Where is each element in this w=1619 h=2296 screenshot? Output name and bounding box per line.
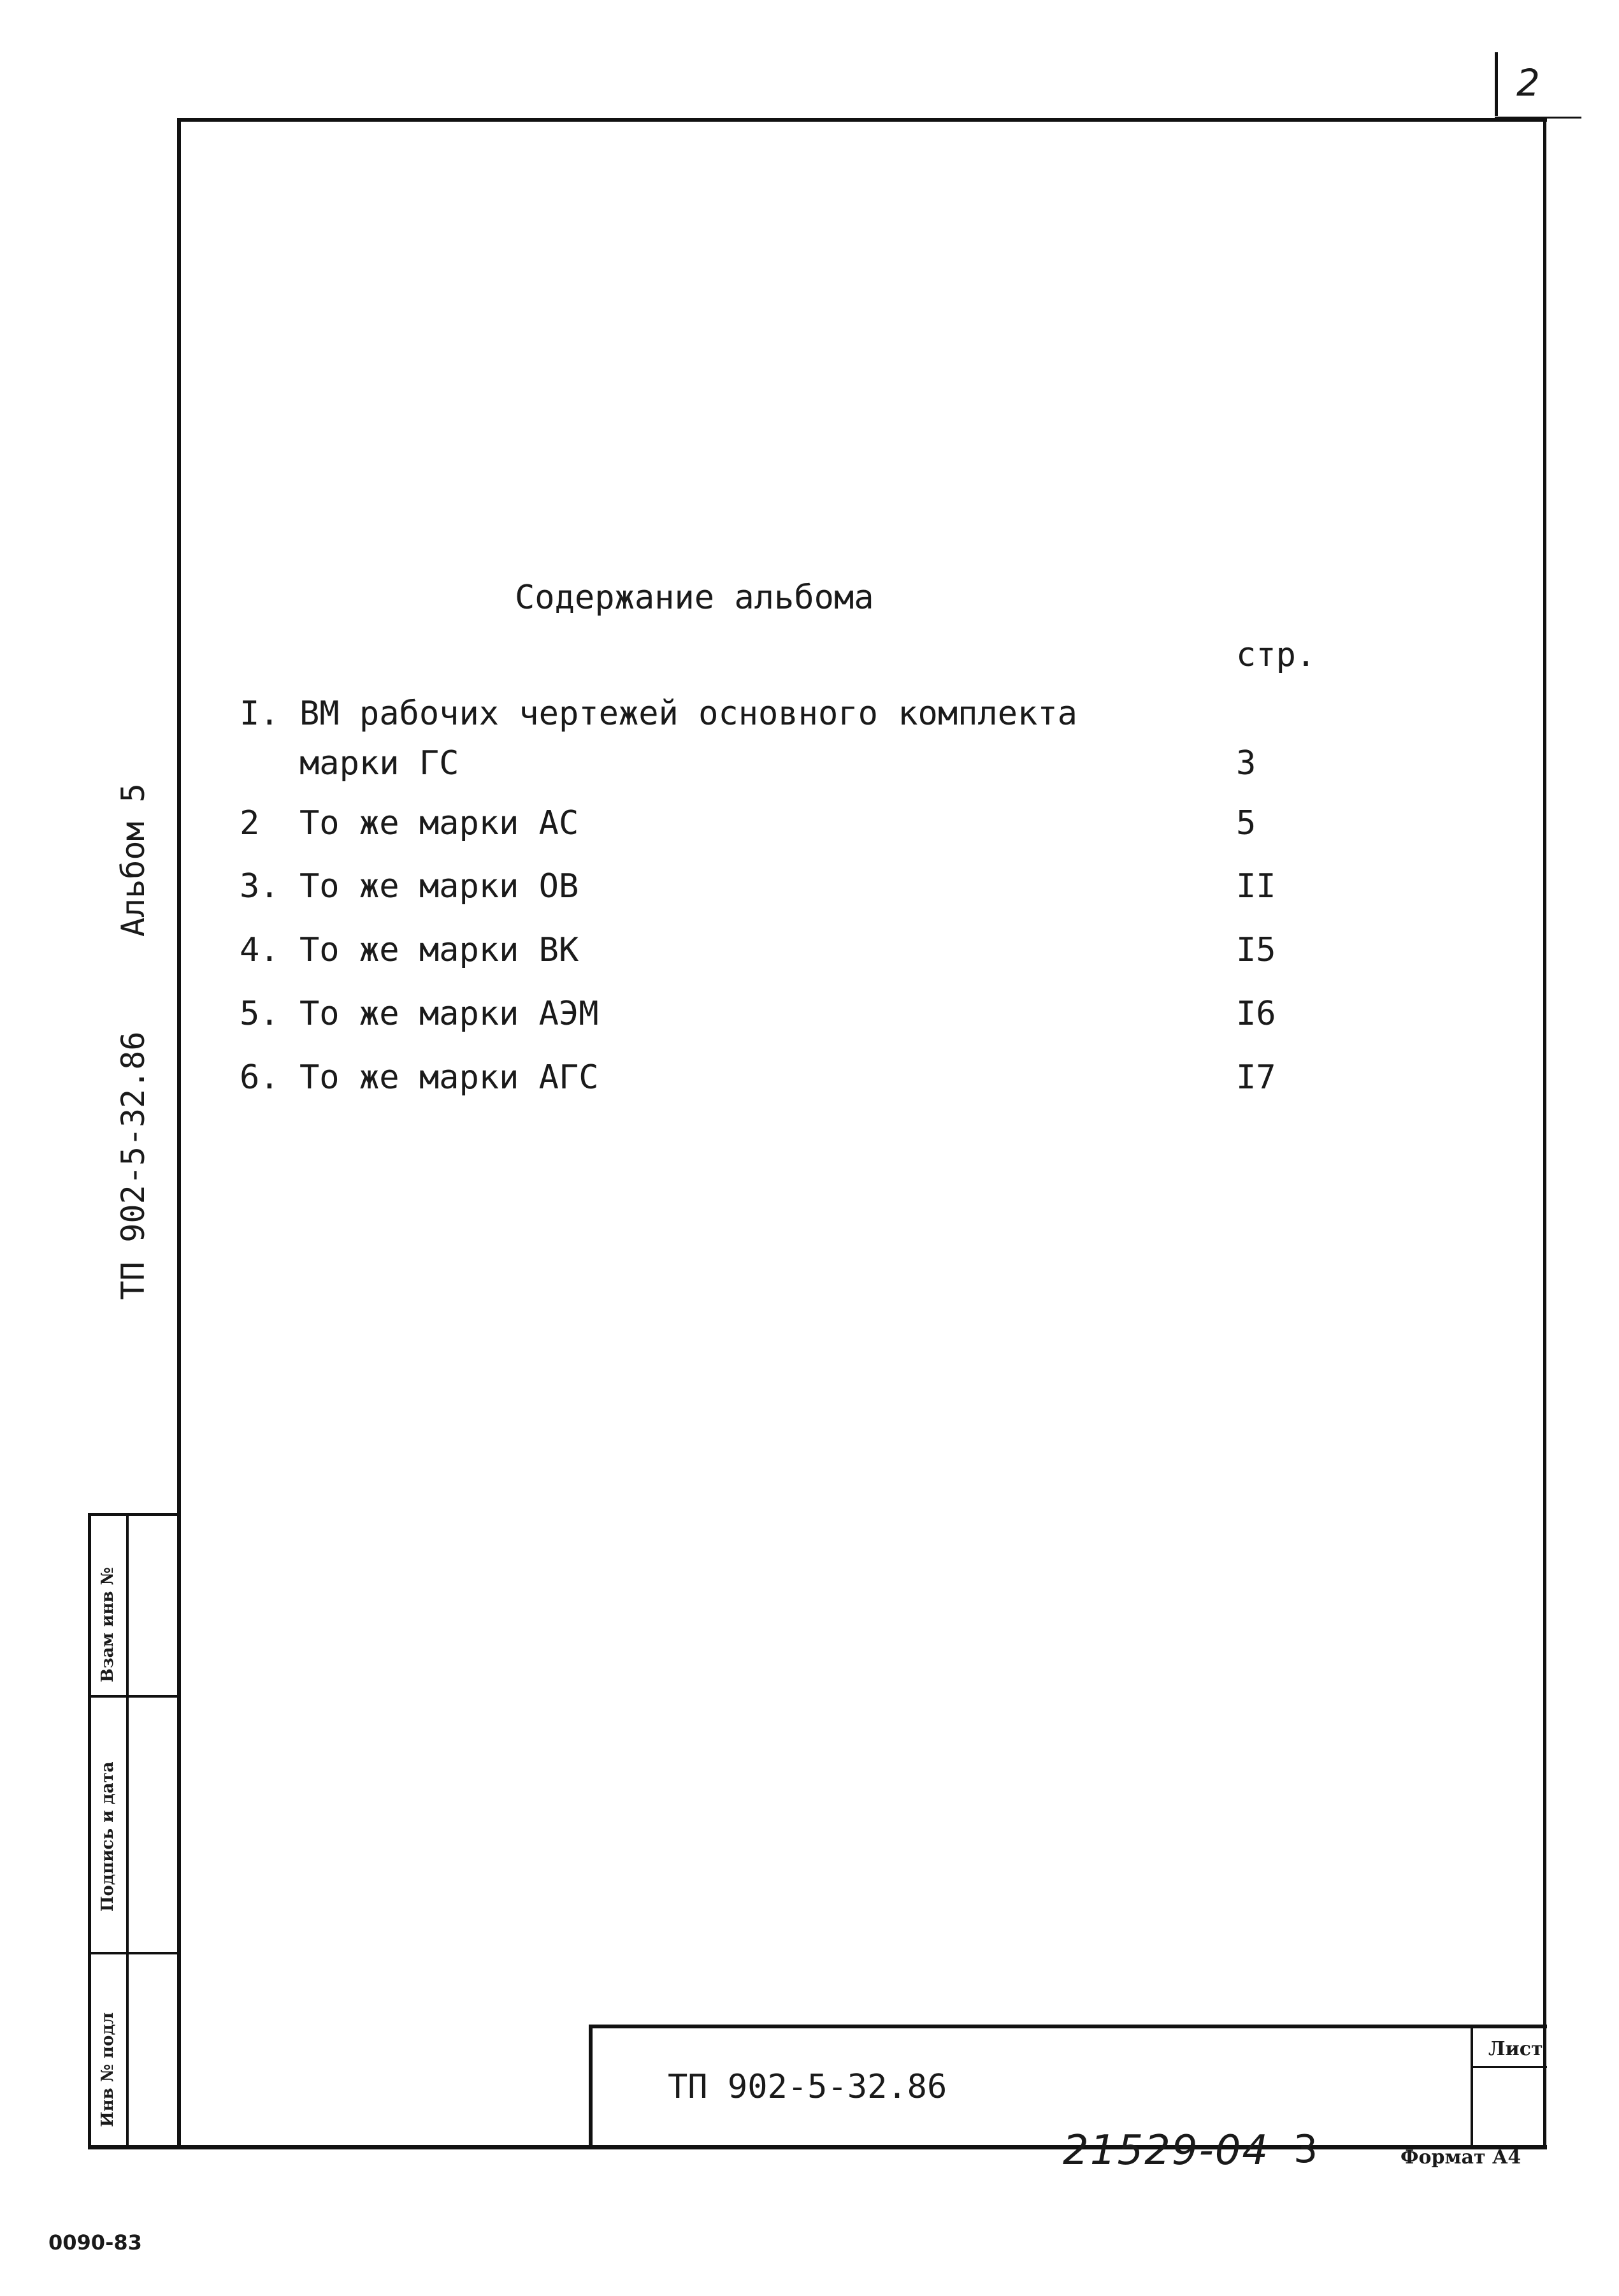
- list-item-text: То же марки АГС: [299, 1058, 599, 1097]
- sheet-number: 2: [1516, 61, 1540, 105]
- album-label: Альбом 5: [115, 783, 152, 937]
- stamp-label-signature-date: Подпись и дата: [98, 1761, 117, 1912]
- title-block-code: ТП 902-5-32.86: [668, 2068, 947, 2106]
- footer-sheet: 3: [1293, 2127, 1318, 2172]
- stamp-label-vzam-inv: Взам инв №: [98, 1567, 117, 1682]
- frame-left: [177, 118, 181, 2149]
- list-item-text: То же марки АЭМ: [299, 995, 599, 1033]
- frame-right: [1543, 118, 1546, 2149]
- list-item-page: I7: [1236, 1058, 1276, 1097]
- list-item-text: То же марки ВК: [299, 931, 579, 969]
- list-item-number: 4.: [240, 931, 280, 969]
- list-item-page: I5: [1236, 931, 1276, 969]
- list-item-number: I.: [240, 695, 280, 733]
- list-item-number: 5.: [240, 995, 280, 1033]
- margin-project-code: ТП 902-5-32.86: [115, 1031, 152, 1300]
- list-item-text: То же марки АС: [299, 804, 579, 842]
- list-item-text: ВМ рабочих чертежей основного комплекта: [299, 695, 1077, 733]
- list-item-page: I6: [1236, 995, 1276, 1033]
- page-column-header: стр.: [1236, 636, 1316, 674]
- frame-bottom: [88, 2145, 1547, 2149]
- sheet-number-divider: [1495, 52, 1498, 116]
- list-item-number: 6.: [240, 1058, 280, 1097]
- frame-top: [177, 118, 1547, 122]
- list-item-page: 5: [1236, 804, 1256, 842]
- stamp-label-inv-podl: Инв № подл: [98, 2012, 117, 2127]
- list-item-number: 2: [240, 804, 260, 842]
- sheet-label: Лист: [1488, 2038, 1543, 2060]
- list-item-number: 3.: [240, 867, 280, 906]
- list-item-page: 3: [1236, 744, 1256, 783]
- print-code: 0090-83: [48, 2230, 142, 2255]
- list-item-text: То же марки ОВ: [299, 867, 579, 906]
- list-item-page: II: [1236, 867, 1276, 906]
- list-item-text: марки ГС: [299, 744, 459, 783]
- format-label: Формат А4: [1400, 2146, 1522, 2169]
- archive-number: 21529-04: [1063, 2127, 1270, 2174]
- contents-title: Содержание альбома: [515, 579, 874, 617]
